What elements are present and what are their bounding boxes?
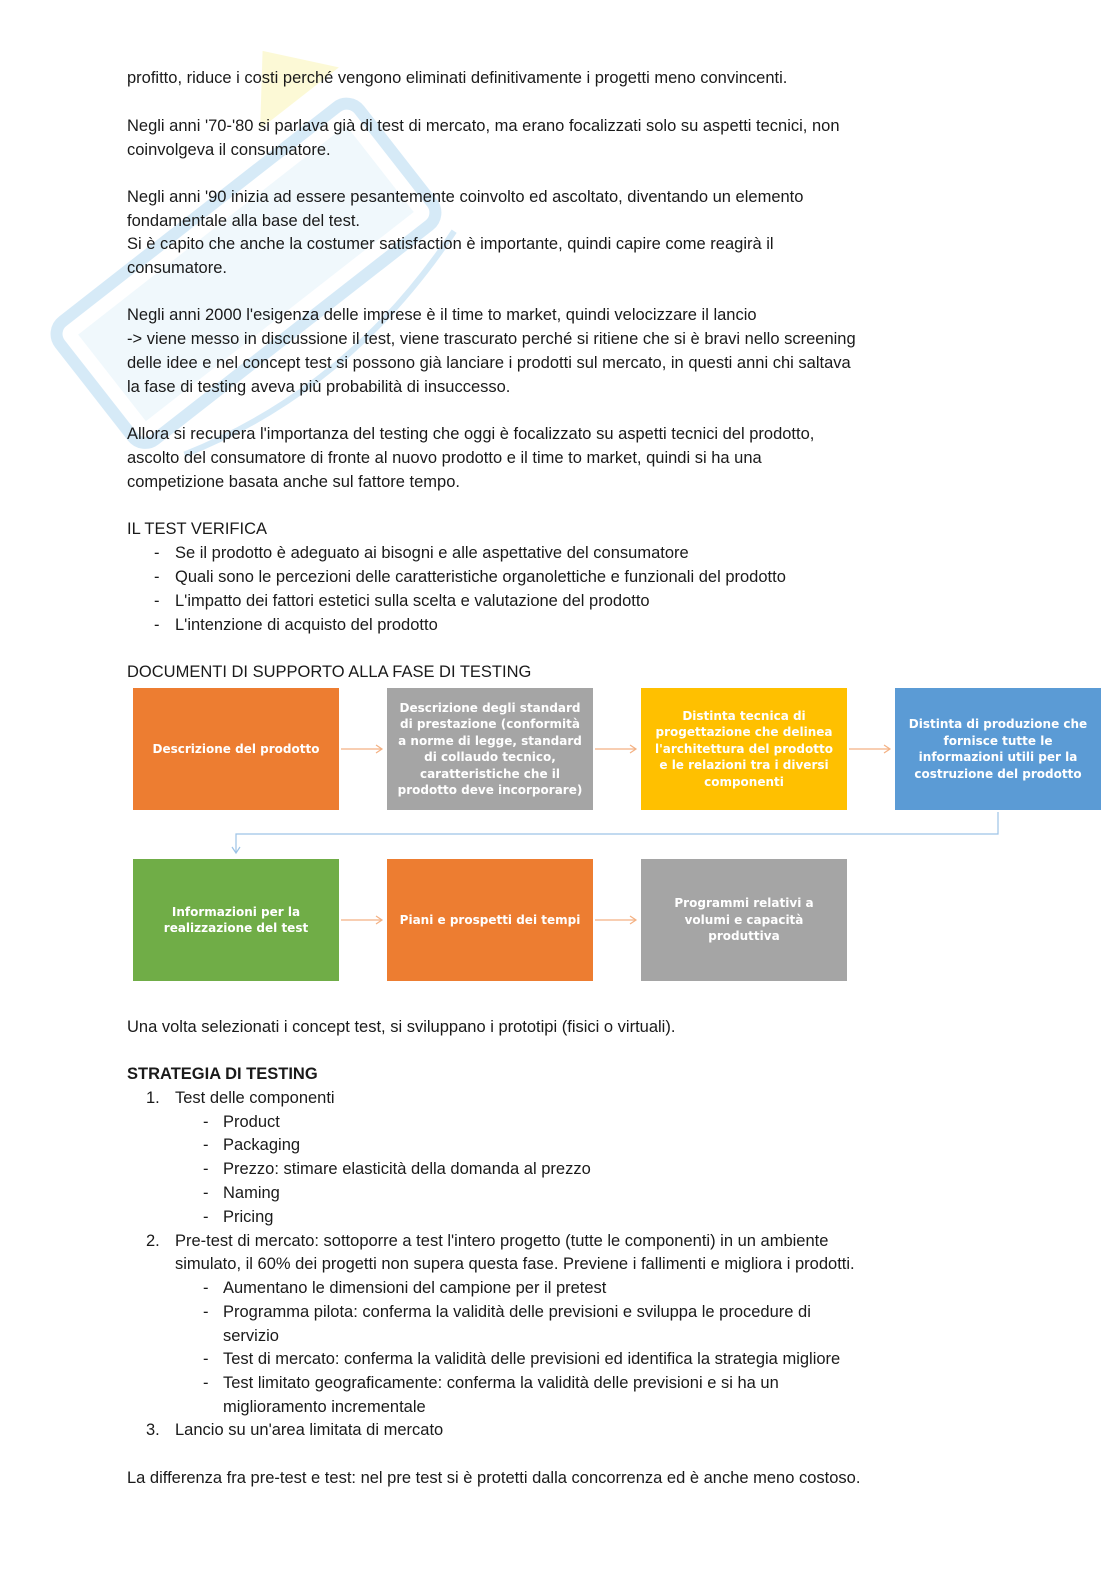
flow-elbow-arrow <box>236 812 998 853</box>
sub-list-item: Naming <box>223 1184 280 1202</box>
paragraph-line: consumatore. <box>127 259 227 277</box>
sub-list-item: miglioramento incrementale <box>223 1398 426 1416</box>
list-number: 3. <box>146 1421 160 1439</box>
paragraph-line: coinvolgeva il consumatore. <box>127 141 331 159</box>
paragraph-line: profitto, riduce i costi perché vengono eliminati definitivamente i progetti meno convincenti. <box>127 69 788 87</box>
bullet-dash: - <box>203 1160 209 1178</box>
sub-list-item: Product <box>223 1113 280 1131</box>
bullet-dash: - <box>203 1374 209 1392</box>
paragraph-line: competizione basata anche sul fattore tempo. <box>127 473 460 491</box>
bullet-dash: - <box>154 544 160 562</box>
list-item: L'intenzione di acquisto del prodotto <box>175 616 438 634</box>
sub-list-item: Packaging <box>223 1136 301 1154</box>
bullet-dash: - <box>154 616 160 634</box>
list-item: Se il prodotto è adeguato ai bisogni e alle aspettative del consumatore <box>175 544 689 562</box>
paragraph-line: Negli anni 2000 l'esigenza delle imprese è il time to market, quindi velocizzare il lancio <box>127 306 757 324</box>
list-number: 1. <box>146 1089 160 1107</box>
sub-list-item: Test limitato geograficamente: conferma la validità delle previsioni e si ha un <box>223 1374 779 1392</box>
flow-box-distinta-tecnica: Distinta tecnica di progettazione che delinea l'architettura del prodotto e le relazioni tra i diversi componenti <box>641 688 847 810</box>
paragraph-line: Negli anni '70-'80 si parlava già di test di mercato, ma erano focalizzati solo su aspetti tecnici, non <box>127 117 840 135</box>
bullet-dash: - <box>203 1113 209 1131</box>
paragraph-line: La differenza fra pre-test e test: nel pre test si è protetti dalla concorrenza ed è anche meno costoso. <box>127 1469 861 1487</box>
paragraph-line: fondamentale alla base del test. <box>127 212 360 230</box>
list-item: Quali sono le percezioni delle caratteristiche organolettiche e funzionali del prodotto <box>175 568 786 586</box>
bullet-dash: - <box>203 1208 209 1226</box>
bullet-dash: - <box>203 1136 209 1154</box>
sub-list-item: Pricing <box>223 1208 274 1226</box>
paragraph-line: ascolto del consumatore di fronte al nuovo prodotto e il time to market, quindi si ha una <box>127 449 762 467</box>
sub-list-item: Programma pilota: conferma la validità delle previsioni e sviluppa le procedure di <box>223 1303 811 1321</box>
section-heading: DOCUMENTI DI SUPPORTO ALLA FASE DI TESTING <box>127 663 532 681</box>
paragraph-line: Allora si recupera l'importanza del testing che oggi è focalizzato su aspetti tecnici del prodotto, <box>127 425 815 443</box>
flow-box-standard-prestazione: Descrizione degli standard di prestazione (conformità a norme di legge, standard di collaudo tecnico, caratteristiche che il prodotto deve incorporare) <box>387 688 593 810</box>
flow-box-programmi-volumi: Programmi relativi a volumi e capacità produttiva <box>641 859 847 981</box>
bullet-dash: - <box>203 1350 209 1368</box>
paragraph-line: Si è capito che anche la costumer satisfaction è importante, quindi capire come reagirà il <box>127 235 774 253</box>
section-heading-bold: STRATEGIA DI TESTING <box>127 1065 318 1083</box>
paragraph-line: la fase di testing aveva più probabilità di insuccesso. <box>127 378 511 396</box>
sub-list-item: servizio <box>223 1327 279 1345</box>
bullet-dash: - <box>154 568 160 586</box>
bullet-dash: - <box>154 592 160 610</box>
bullet-dash: - <box>203 1279 209 1297</box>
sub-list-item: Test di mercato: conferma la validità delle previsioni ed identifica la strategia migliore <box>223 1350 841 1368</box>
list-item: L'impatto dei fattori estetici sulla scelta e valutazione del prodotto <box>175 592 650 610</box>
bullet-dash: - <box>203 1184 209 1202</box>
numbered-item: simulato, il 60% dei progetti non supera questa fase. Previene i fallimenti e migliora i prodotti. <box>175 1255 855 1273</box>
paragraph-line: -> viene messo in discussione il test, viene trascurato perché si ritiene che si è bravi nello screening <box>127 330 856 348</box>
flow-box-distinta-produzione: Distinta di produzione che fornisce tutte le informazioni utili per la costruzione del prodotto <box>895 688 1101 810</box>
numbered-item: Lancio su un'area limitata di mercato <box>175 1421 444 1439</box>
flow-box-piani-tempi: Piani e prospetti dei tempi <box>387 859 593 981</box>
flow-box-informazioni-test: Informazioni per la realizzazione del test <box>133 859 339 981</box>
bullet-dash: - <box>203 1303 209 1321</box>
list-number: 2. <box>146 1232 160 1250</box>
paragraph-line: Una volta selezionati i concept test, si sviluppano i prototipi (fisici o virtuali). <box>127 1018 676 1036</box>
paragraph-line: Negli anni '90 inizia ad essere pesantemente coinvolto ed ascoltato, diventando un elemento <box>127 188 804 206</box>
sub-list-item: Prezzo: stimare elasticità della domanda al prezzo <box>223 1160 591 1178</box>
numbered-item: Test delle componenti <box>175 1089 335 1107</box>
sub-list-item: Aumentano le dimensioni del campione per il pretest <box>223 1279 607 1297</box>
flow-box-descrizione-prodotto: Descrizione del prodotto <box>133 688 339 810</box>
section-heading: IL TEST VERIFICA <box>127 520 267 538</box>
paragraph-line: delle idee e nel concept test si possono già lanciare i prodotti sul mercato, in questi anni chi saltava <box>127 354 851 372</box>
numbered-item: Pre-test di mercato: sottoporre a test l'intero progetto (tutte le componenti) in un ambiente <box>175 1232 829 1250</box>
